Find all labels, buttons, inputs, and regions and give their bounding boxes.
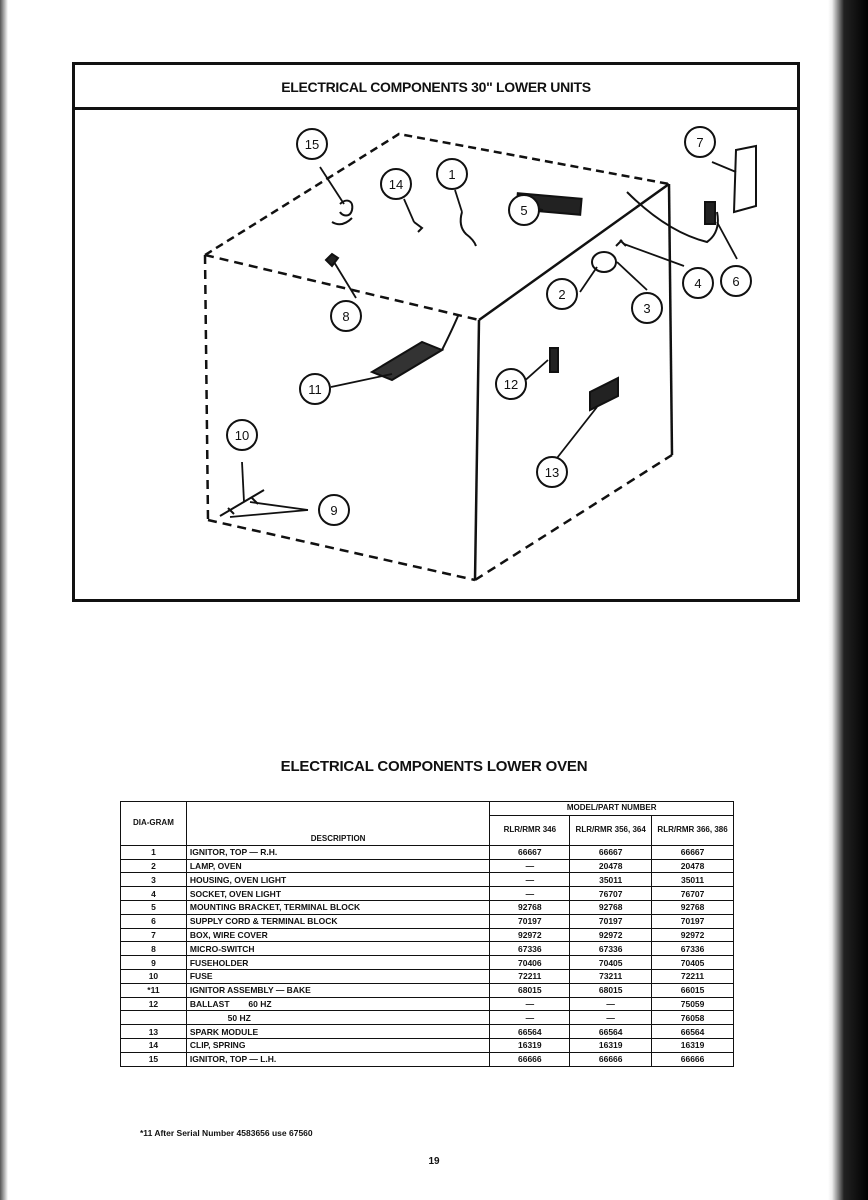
row-diagram-number: 6 [121,914,187,928]
scan-shadow-right [828,0,868,1200]
row-description: 50 HZ [186,1011,490,1025]
callout-8 [331,301,361,331]
row-part-1: — [490,873,570,887]
page-number: 19 [428,1156,440,1167]
row-part-2: 92972 [570,928,652,942]
callout-label: 5 [520,203,528,218]
row-diagram-number: 9 [121,956,187,970]
row-part-2: 68015 [570,983,652,997]
row-part-3: 67336 [652,942,734,956]
callout-9 [319,495,349,525]
callout-label: 11 [308,382,322,397]
row-part-1: 92972 [490,928,570,942]
table-row [121,997,734,1011]
row-description: BOX, WIRE COVER [186,928,490,942]
callouts [227,127,751,525]
row-part-1: 66667 [490,845,570,859]
callout-label: 15 [304,137,320,152]
row-part-1: 67336 [490,942,570,956]
row-diagram-number: 5 [121,900,187,914]
row-part-2: 66666 [570,1052,652,1066]
row-part-2: 70405 [570,956,652,970]
table-row [121,914,734,928]
row-diagram-number: *11 [121,983,187,997]
row-part-1: 92768 [490,900,570,914]
table-row [121,983,734,997]
row-part-2: — [570,997,652,1011]
header-diagram: DIA-GRAM [121,802,187,846]
row-diagram-number: 2 [121,859,187,873]
parts-table [120,801,734,1067]
row-part-1: — [490,859,570,873]
callout-13 [537,457,567,487]
row-description: FUSEHOLDER [186,956,490,970]
leader-lines [230,162,740,517]
table-row [121,859,734,873]
row-diagram-number: 4 [121,887,187,901]
row-part-3: 92972 [652,928,734,942]
exploded-parts-diagram [72,62,800,602]
callout-label: 1 [448,167,456,182]
row-part-2: 73211 [570,969,652,983]
table-row [121,969,734,983]
row-part-3: 92768 [652,900,734,914]
row-description: HOUSING, OVEN LIGHT [186,873,490,887]
callout-14 [381,169,411,199]
row-description: IGNITOR, TOP — R.H. [186,845,490,859]
table-title: ELECTRICAL COMPONENTS LOWER OVEN [280,758,588,775]
callout-label: 4 [694,276,702,291]
row-description: LAMP, OVEN [186,859,490,873]
table-row [121,928,734,942]
row-description: CLIP, SPRING [186,1038,490,1052]
row-diagram-number: 1 [121,845,187,859]
callout-7 [685,127,715,157]
row-part-1: 16319 [490,1038,570,1052]
row-description: BALLAST 60 HZ [186,997,490,1011]
table-row [121,887,734,901]
row-part-3: 20478 [652,859,734,873]
callout-label: 7 [696,135,704,150]
row-part-1: — [490,1011,570,1025]
callout-2 [547,279,577,309]
callout-6 [721,266,751,296]
row-part-2: 66667 [570,845,652,859]
callout-15 [297,129,327,159]
table-row [121,1038,734,1052]
row-diagram-number: 8 [121,942,187,956]
row-diagram-number: 10 [121,969,187,983]
row-description: IGNITOR, TOP — L.H. [186,1052,490,1066]
row-part-1: 68015 [490,983,570,997]
row-part-2: 70197 [570,914,652,928]
row-part-3: 76058 [652,1011,734,1025]
callout-label: 3 [643,301,651,316]
row-part-3: 76707 [652,887,734,901]
callout-label: 9 [330,503,338,518]
row-part-1: 70197 [490,914,570,928]
row-part-2: 67336 [570,942,652,956]
row-part-3: 66564 [652,1025,734,1039]
table-row [121,956,734,970]
table-row [121,1052,734,1066]
callout-5 [509,195,539,225]
row-part-3: 70197 [652,914,734,928]
row-part-1: 66564 [490,1025,570,1039]
header-model-1: RLR/RMR 346 [490,815,570,845]
row-description: MOUNTING BRACKET, TERMINAL BLOCK [186,900,490,914]
row-diagram-number: 14 [121,1038,187,1052]
callout-label: 13 [544,465,560,480]
row-diagram-number [121,1011,187,1025]
row-part-1: 70406 [490,956,570,970]
row-part-3: 16319 [652,1038,734,1052]
footnote: *11 After Serial Number 4583656 use 67560 [140,1128,313,1138]
row-diagram-number: 3 [121,873,187,887]
row-part-2: 76707 [570,887,652,901]
row-part-2: 92768 [570,900,652,914]
row-part-1: 72211 [490,969,570,983]
row-part-1: — [490,997,570,1011]
callout-4 [683,268,713,298]
table-row [121,873,734,887]
parts-drawings [220,146,756,516]
row-diagram-number: 7 [121,928,187,942]
callout-label: 6 [732,274,740,289]
callout-10 [227,420,257,450]
callout-label: 14 [388,177,404,192]
row-description: IGNITOR ASSEMBLY — BAKE [186,983,490,997]
table-row [121,942,734,956]
row-part-2: 16319 [570,1038,652,1052]
callout-3 [632,293,662,323]
row-description: SOCKET, OVEN LIGHT [186,887,490,901]
callout-1 [437,159,467,189]
row-part-3: 66667 [652,845,734,859]
row-part-2: 20478 [570,859,652,873]
row-description: FUSE [186,969,490,983]
callout-12 [496,369,526,399]
callout-11 [300,374,330,404]
row-part-3: 35011 [652,873,734,887]
row-description: SUPPLY CORD & TERMINAL BLOCK [186,914,490,928]
callout-label: 10 [234,428,250,443]
header-description: DESCRIPTION [186,802,490,846]
row-part-2: — [570,1011,652,1025]
row-diagram-number: 13 [121,1025,187,1039]
callout-label: 8 [342,309,350,324]
header-model-2: RLR/RMR 356, 364 [570,815,652,845]
row-part-3: 66015 [652,983,734,997]
row-diagram-number: 15 [121,1052,187,1066]
row-part-2: 35011 [570,873,652,887]
table-row [121,1011,734,1025]
row-description: SPARK MODULE [186,1025,490,1039]
row-part-3: 66666 [652,1052,734,1066]
row-part-1: — [490,887,570,901]
callout-label: 12 [503,377,519,392]
header-model-3: RLR/RMR 366, 386 [652,815,734,845]
scan-shadow-left [0,0,8,1200]
table-row [121,900,734,914]
row-part-3: 75059 [652,997,734,1011]
table-row [121,845,734,859]
row-description: MICRO-SWITCH [186,942,490,956]
callout-label: 2 [558,287,566,302]
row-part-3: 70405 [652,956,734,970]
row-part-3: 72211 [652,969,734,983]
row-part-1: 66666 [490,1052,570,1066]
row-part-2: 66564 [570,1025,652,1039]
diagram-title: ELECTRICAL COMPONENTS 30" LOWER UNITS [75,65,797,110]
row-diagram-number: 12 [121,997,187,1011]
header-model-part-number: MODEL/PART NUMBER [490,802,734,816]
table-row [121,1025,734,1039]
